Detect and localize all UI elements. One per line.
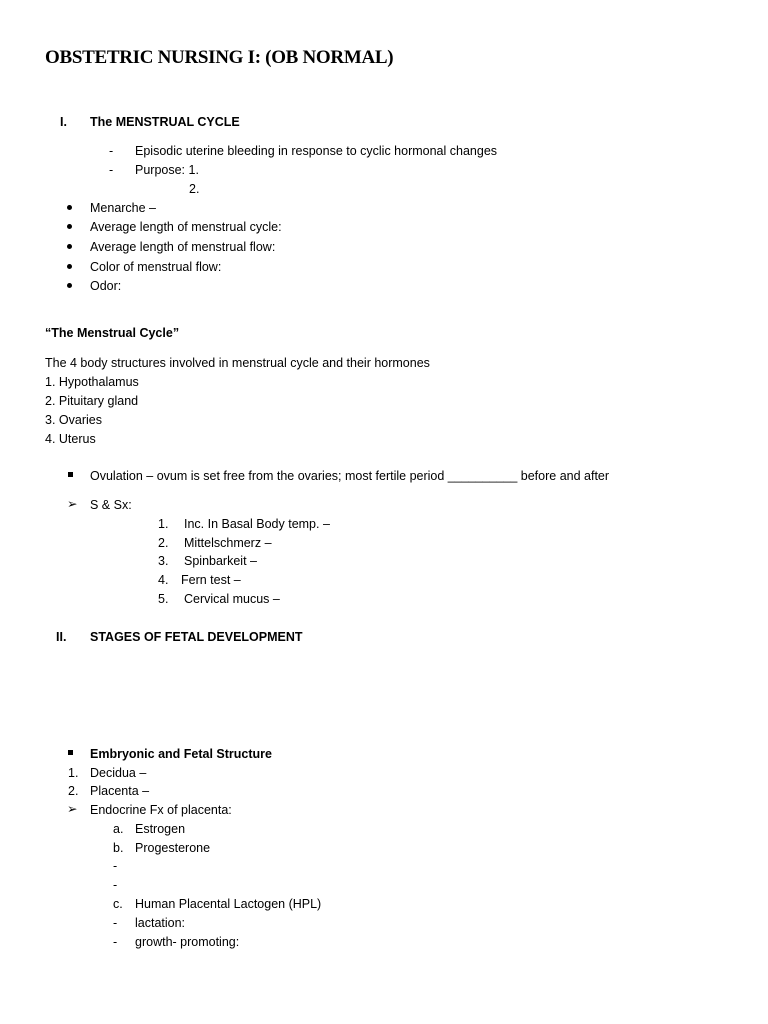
hormone-item: Human Placental Lactogen (HPL) bbox=[135, 897, 322, 911]
menstrual-cycle-subheading: “The Menstrual Cycle” bbox=[45, 326, 180, 340]
purpose-second: 2. bbox=[189, 182, 200, 196]
sign-number: 4. bbox=[158, 573, 169, 587]
dash-marker: - bbox=[109, 144, 114, 158]
document-title: OBSTETRIC NURSING I: (OB NORMAL) bbox=[45, 47, 394, 68]
sign-number: 2. bbox=[158, 536, 169, 550]
sign-number: 1. bbox=[158, 517, 169, 531]
arrow-bullet-icon: ➢ bbox=[67, 802, 78, 816]
sign-item: Spinbarkeit – bbox=[184, 554, 257, 568]
hormone-item: Estrogen bbox=[135, 822, 186, 836]
dash-marker: - bbox=[113, 916, 118, 930]
hormone-letter: c. bbox=[113, 897, 123, 911]
arrow-bullet-icon: ➢ bbox=[67, 497, 78, 511]
bullet-item-flow-color: Color of menstrual flow: bbox=[90, 260, 222, 274]
hpl-item: growth- promoting: bbox=[135, 935, 240, 949]
sign-number: 5. bbox=[158, 592, 169, 606]
list-number: 2. bbox=[68, 784, 79, 798]
hormone-item: Progesterone bbox=[135, 841, 211, 855]
section-2-heading: STAGES OF FETAL DEVELOPMENT bbox=[90, 630, 303, 644]
bullet-item-cycle-length: Average length of menstrual cycle: bbox=[90, 220, 282, 234]
bullet-item-flow-length: Average length of menstrual flow: bbox=[90, 240, 276, 254]
structure-item: 2. Pituitary gland bbox=[45, 394, 139, 408]
bullet-icon bbox=[67, 224, 72, 229]
endocrine-label: Endocrine Fx of placenta: bbox=[90, 803, 232, 817]
dash-marker: - bbox=[113, 859, 118, 873]
hpl-item: lactation: bbox=[135, 916, 186, 930]
dash-marker: - bbox=[113, 878, 118, 892]
square-bullet-icon bbox=[68, 750, 73, 755]
structure-item: 3. Ovaries bbox=[45, 413, 102, 427]
signs-label: S & Sx: bbox=[90, 498, 132, 512]
bullet-item-odor: Odor: bbox=[90, 279, 122, 293]
bullet-icon bbox=[67, 283, 72, 288]
list-number: 1. bbox=[68, 766, 79, 780]
bullet-icon bbox=[67, 264, 72, 269]
ovulation-text: Ovulation – ovum is set free from the ovaries; most fertile period __________ before and after bbox=[90, 469, 610, 483]
list-item-placenta: Placenta – bbox=[90, 784, 150, 798]
bullet-item-menarche: Menarche – bbox=[90, 201, 157, 215]
bullet-icon bbox=[67, 244, 72, 249]
section-1-numeral: I. bbox=[60, 115, 67, 129]
square-bullet-icon bbox=[68, 472, 73, 477]
sign-item: Fern test – bbox=[181, 573, 241, 587]
definition-text: Episodic uterine bleeding in response to cyclic hormonal changes bbox=[135, 144, 498, 158]
dash-marker: - bbox=[113, 935, 118, 949]
hormone-letter: b. bbox=[113, 841, 124, 855]
structure-item: 4. Uterus bbox=[45, 432, 96, 446]
hormone-letter: a. bbox=[113, 822, 124, 836]
sign-number: 3. bbox=[158, 554, 169, 568]
bullet-icon bbox=[67, 205, 72, 210]
structures-subheading: Embryonic and Fetal Structure bbox=[90, 747, 272, 761]
sign-item: Inc. In Basal Body temp. – bbox=[184, 517, 330, 531]
dash-marker: - bbox=[109, 163, 114, 177]
list-item-decidua: Decidua – bbox=[90, 766, 147, 780]
section-1-heading: The MENSTRUAL CYCLE bbox=[90, 115, 240, 129]
sign-item: Mittelschmerz – bbox=[184, 536, 272, 550]
purpose-text: Purpose: 1. bbox=[135, 163, 199, 177]
section-2-numeral: II. bbox=[56, 630, 67, 644]
sign-item: Cervical mucus – bbox=[184, 592, 280, 606]
structures-intro: The 4 body structures involved in menstrual cycle and their hormones bbox=[45, 356, 430, 370]
structure-item: 1. Hypothalamus bbox=[45, 375, 139, 389]
